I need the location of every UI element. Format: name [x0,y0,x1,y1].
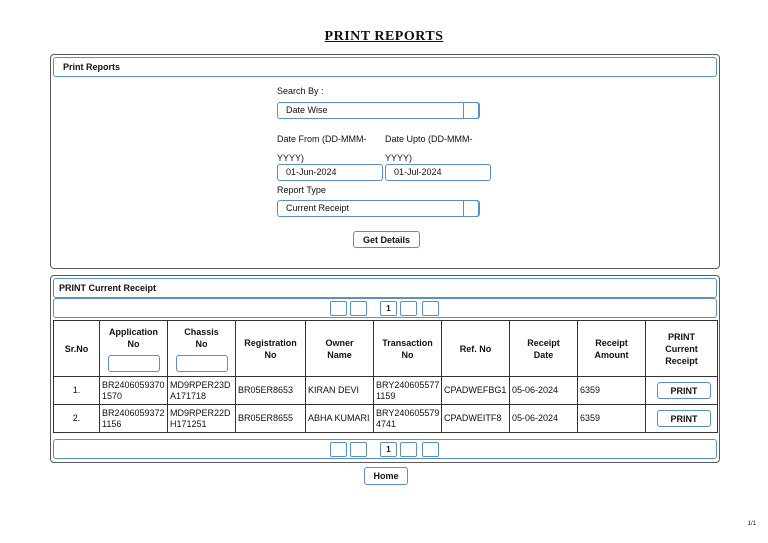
cell-owner-name: KIRAN DEVI [306,377,374,405]
results-panel-header: PRINT Current Receipt [53,278,717,298]
cell-receipt-date: 05-06-2024 [510,377,578,405]
cell-transaction-no: BRY240605579 4741 [374,405,442,433]
pager-next-button[interactable] [400,442,417,457]
cell-ref-no: CPADWEITF8 [442,405,510,433]
cell-sr-no: 2. [54,405,100,433]
cell-registration-no: BR05ER8655 [236,405,306,433]
cell-receipt-amount: 6359 [578,405,646,433]
chassis-no-filter-input[interactable] [176,355,228,372]
col-header-transaction-no: Transaction No [374,321,442,377]
cell-sr-no: 1. [54,377,100,405]
cell-receipt-amount: 6359 [578,377,646,405]
report-type-select[interactable] [277,200,480,217]
col-header-receipt-date: Receipt Date [510,321,578,377]
cell-chassis-no: MD9RPER22D H171251 [168,405,236,433]
chevron-down-icon[interactable] [463,200,479,217]
page-title: PRINT REPORTS [324,29,444,44]
date-upto-label [385,130,473,168]
pager-first-button[interactable] [330,442,347,457]
date-from-label-line1: Date From (DD-MMM- [277,134,367,144]
cell-application-no: BR2406059372 1156 [100,405,168,433]
search-by-label: Search By : [277,86,324,96]
col-header-chassis-no: Chassis No [168,321,236,377]
table-row [54,377,718,405]
home-button[interactable]: Home [364,467,408,485]
pager-bottom [53,439,717,459]
pager-current-page[interactable]: 1 [380,442,397,457]
print-button[interactable]: PRINT [657,382,711,399]
cell-print-action [646,377,718,405]
pager-top [53,298,717,318]
date-from-label [277,130,367,168]
pager-last-button[interactable] [422,442,439,457]
date-from-input[interactable]: 01-Jun-2024 [277,164,383,181]
report-type-value: Current Receipt [286,203,350,213]
cell-registration-no: BR05ER8653 [236,377,306,405]
search-by-select[interactable] [277,102,480,119]
col-header-application-no: Application No [100,321,168,377]
cell-receipt-date: 05-06-2024 [510,405,578,433]
date-upto-input[interactable]: 01-Jul-2024 [385,164,491,181]
cell-print-action [646,405,718,433]
receipt-table [53,320,718,433]
col-header-registration-no: Registration No [236,321,306,377]
print-button[interactable]: PRINT [657,410,711,427]
pager-last-button[interactable] [422,301,439,316]
chevron-down-icon[interactable] [463,102,479,119]
col-header-ref-no: Ref. No [442,321,510,377]
table-header-row [54,321,718,377]
cell-chassis-no: MD9RPER23D A171718 [168,377,236,405]
pager-next-button[interactable] [400,301,417,316]
pager-current-page[interactable]: 1 [380,301,397,316]
search-by-value: Date Wise [286,105,328,115]
date-from-label-line2: YYYY) [277,153,305,163]
cell-ref-no: CPADWEFBG1 [442,377,510,405]
col-header-sr-no: Sr.No [54,321,100,377]
get-details-button[interactable]: Get Details [353,231,420,248]
page-indicator: 1/1 [747,521,756,527]
pager-first-button[interactable] [330,301,347,316]
report-type-label: Report Type [277,185,326,195]
search-panel [50,54,720,269]
col-header-receipt-amount: Receipt Amount [578,321,646,377]
pager-prev-button[interactable] [350,301,367,316]
date-upto-label-line1: Date Upto (DD-MMM- [385,134,473,144]
search-panel-header: Print Reports [53,57,717,77]
cell-transaction-no: BRY240605577 1159 [374,377,442,405]
cell-owner-name: ABHA KUMARI [306,405,374,433]
table-row [54,405,718,433]
results-panel [50,275,720,463]
col-header-print-current-receipt: PRINT Current Receipt [646,321,718,377]
application-no-filter-input[interactable] [108,355,160,372]
date-upto-label-line2: YYYY) [385,153,413,163]
pager-prev-button[interactable] [350,442,367,457]
col-header-owner-name: Owner Name [306,321,374,377]
cell-application-no: BR2406059370 1570 [100,377,168,405]
